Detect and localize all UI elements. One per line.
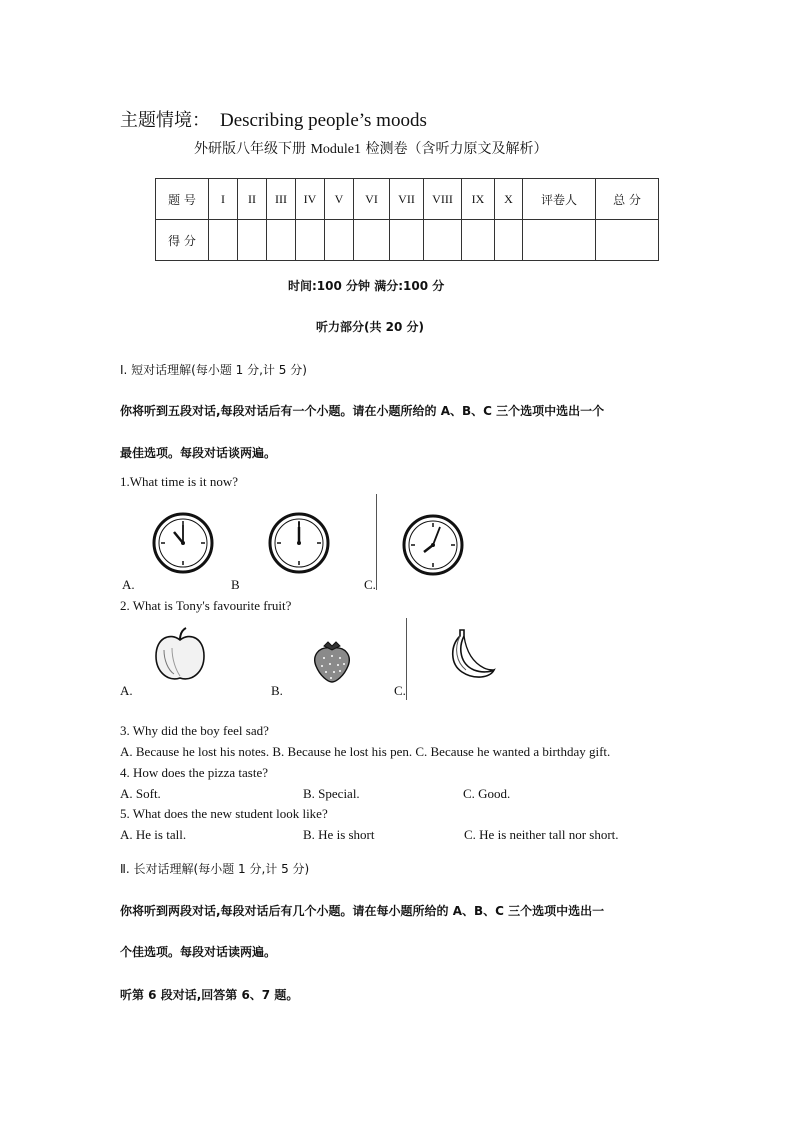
q2-option-c[interactable]: C.	[394, 683, 406, 698]
banana-icon	[444, 626, 498, 680]
clock-a-icon	[152, 512, 214, 574]
section2-title: Ⅱ. 长对话理解(每小题 1 分,计 5 分)	[120, 862, 310, 876]
theme-title: Describing people’s moods	[220, 110, 427, 131]
listening-section-title: 听力部分(共 20 分)	[316, 320, 425, 334]
q1-question: 1.What time is it now?	[120, 474, 239, 489]
score-cell-7[interactable]	[390, 220, 424, 261]
q4-option-c[interactable]: C. Good.	[463, 786, 511, 801]
score-cell-1[interactable]	[209, 220, 238, 261]
cell-col-4: IV	[296, 179, 325, 220]
clock-c-icon	[402, 514, 464, 576]
cell-col-2: II	[238, 179, 267, 220]
cell-total-label: 总 分	[596, 179, 659, 220]
cell-question-number-label: 题 号	[156, 179, 209, 220]
total-cell[interactable]	[596, 220, 659, 261]
section1-instructions-line1: 你将听到五段对话,每段对话后有一个小题。请在小题所给的 A、B、C 三个选项中选出一个	[120, 404, 605, 418]
dialog-6-note: 听第 6 段对话,回答第 6、7 题。	[120, 988, 299, 1002]
q5-option-c[interactable]: C. He is neither tall nor short.	[464, 827, 619, 842]
cell-score-label: 得 分	[156, 220, 209, 261]
grader-cell[interactable]	[523, 220, 596, 261]
score-cell-2[interactable]	[238, 220, 267, 261]
q2-option-b[interactable]: B.	[271, 683, 283, 698]
score-table	[155, 178, 659, 261]
cell-col-3: III	[267, 179, 296, 220]
score-cell-6[interactable]	[354, 220, 390, 261]
divider-line-2	[406, 618, 407, 700]
q3-question: 3. Why did the boy feel sad?	[120, 723, 269, 738]
q2-question: 2. What is Tony's favourite fruit?	[120, 598, 292, 613]
q5-option-b[interactable]: B. He is short	[303, 827, 375, 842]
strawberry-icon	[310, 638, 354, 684]
subtitle-part2: 检测卷（含听力原文及解析）	[361, 141, 548, 157]
apple-icon	[152, 626, 208, 684]
q1-option-b[interactable]: B	[231, 577, 240, 592]
score-cell-3[interactable]	[267, 220, 296, 261]
q4-question: 4. How does the pizza taste?	[120, 765, 269, 780]
score-cell-10[interactable]	[495, 220, 523, 261]
score-cell-8[interactable]	[424, 220, 462, 261]
subtitle-module: Module1	[310, 142, 362, 157]
cell-col-10: X	[495, 179, 523, 220]
q1-option-c[interactable]: C.	[364, 577, 376, 592]
section1-title: I. 短对话理解(每小题 1 分,计 5 分)	[120, 363, 307, 377]
score-table-score-row	[156, 220, 659, 261]
q1-option-a[interactable]: A.	[122, 577, 135, 592]
section2-instructions-line2: 个佳选项。每段对话读两遍。	[120, 945, 277, 959]
cell-grader-label: 评卷人	[523, 179, 596, 220]
exam-time-score: 时间:100 分钟 满分:100 分	[288, 279, 445, 293]
q2-option-a[interactable]: A.	[120, 683, 133, 698]
q4-option-a[interactable]: A. Soft.	[120, 786, 161, 801]
cell-col-5: V	[325, 179, 354, 220]
cell-col-6: VI	[354, 179, 390, 220]
cell-col-8: VIII	[424, 179, 462, 220]
q5-question: 5. What does the new student look like?	[120, 806, 328, 821]
clock-b-icon	[268, 512, 330, 574]
score-table-header-row	[156, 179, 659, 220]
score-cell-4[interactable]	[296, 220, 325, 261]
q4-option-b[interactable]: B. Special.	[303, 786, 360, 801]
score-cell-9[interactable]	[462, 220, 495, 261]
section1-instructions-line2: 最佳选项。每段对话谈两遍。	[120, 446, 277, 460]
divider-line	[376, 494, 377, 590]
subtitle-part1: 外研版八年级下册	[194, 141, 311, 157]
exam-subtitle	[194, 138, 547, 158]
theme-heading	[120, 106, 427, 132]
cell-col-7: VII	[390, 179, 424, 220]
score-cell-5[interactable]	[325, 220, 354, 261]
section2-instructions-line1: 你将听到两段对话,每段对话后有几个小题。请在每小题所给的 A、B、C 三个选项中选出一	[120, 904, 605, 918]
theme-label: 主题情境：	[120, 110, 210, 131]
q3-options[interactable]: A. Because he lost his notes. B. Because he lost his pen. C. Because he wanted a birthday gift.	[120, 744, 611, 759]
q5-option-a[interactable]: A. He is tall.	[120, 827, 187, 842]
cell-col-1: I	[209, 179, 238, 220]
cell-col-9: IX	[462, 179, 495, 220]
